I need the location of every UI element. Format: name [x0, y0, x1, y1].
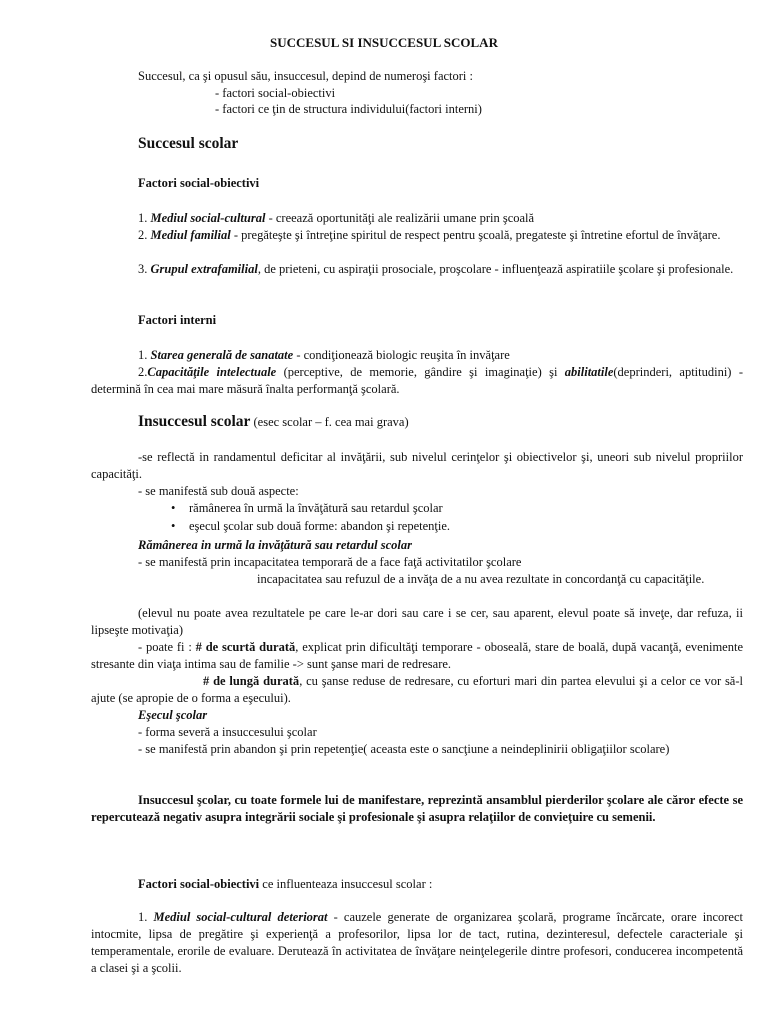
- item-key-2: abilitatile: [564, 365, 614, 379]
- item-key: Mediul social-cultural: [150, 211, 266, 225]
- failure-factor-1: [91, 909, 743, 977]
- failure-paragraph-9: - se manifestă prin abandon şi prin repetenţie( aceasta este o sancţiune a neindeplinirii obligaţiilor scolare): [138, 742, 670, 756]
- failure-bullet-2: • eşecul şcolar sub două forme: abandon şi repetenţie.: [189, 518, 744, 535]
- failure-paragraph-8: - forma severă a insuccesului şcolar: [138, 725, 317, 739]
- success-factor-1: [138, 210, 744, 227]
- failure-heading-note: (esec scolar – f. cea mai grava): [250, 415, 409, 429]
- item-key: Starea generală de sanatate: [150, 348, 294, 362]
- item-key: # de scurtă durată: [195, 640, 296, 654]
- internal-factor-2: [91, 364, 743, 398]
- item-key: # de lungă durată: [203, 674, 300, 688]
- item-text-2: , explicat prin dificultăţi temporare - oboseală, stare de boală, după vacanţă, evenimente stresante din viaţa intima sau de familie -> sunt şanse mari de redresare.: [91, 640, 743, 671]
- failure-paragraph-1: -se reflectă in randamentul deficitar al invăţării, sub nivelul cerinţelor şi obiectivelor şi, uneori sub nivelul propriilor capacităţi.: [91, 450, 743, 481]
- item-number: 2.: [138, 365, 148, 379]
- intro-item-social: - factori social-obiectivi: [215, 86, 336, 100]
- item-number: 2.: [138, 228, 148, 242]
- document-title: SUCCESUL SI INSUCCESUL SCOLAR: [270, 35, 498, 50]
- item-text: - cauzele generate de organizarea şcolară, programe încărcate, orare incorect intocmite, lipsa de pregătire şi experienţă a profesorilor, lipsa lor de tact, rutina, dezinteresul, defectele caracteriale şi temperamentale, erorile de evaluare. Derutează în activitatea de învăţare neinţelegerile dintre profesori, conducerea incompetentă a clasei şi a şcolii.: [91, 910, 743, 975]
- item-number: 1.: [138, 211, 148, 225]
- item-key: Mediul social-cultural deteriorat: [153, 910, 328, 924]
- failure-paragraph-5: (elevul nu poate avea rezultatele pe care le-ar dori sau care i se cer, sau aparent, elevul poate să inveţe, dar refuza, ii lipseşte motivaţia): [91, 606, 743, 637]
- intro-item-internal: - factori ce ţin de structura individului(factori interni): [215, 102, 482, 116]
- item-number: 3.: [138, 262, 148, 276]
- item-text: - pregăteşte şi întreţine spiritul de respect pentru şcoală, pregateste şi întretine efortul de învăţare.: [230, 228, 721, 242]
- success-factor-3: [91, 261, 743, 278]
- item-text: , de prieteni, cu aspiraţii prosociale, proşcolare - influenţează aspiratiile şcolare şi profesionale.: [257, 262, 734, 276]
- item-text: (perceptive, de memorie, gândire şi imaginaţie) şi: [276, 365, 565, 379]
- failure-subheading-esec: Eşecul şcolar: [138, 708, 208, 722]
- failure-factors-heading-note: ce influenteaza insuccesul scolar :: [259, 877, 433, 891]
- item-key: Mediul familial: [150, 228, 231, 242]
- item-text: - creează oportunităţi ale realizării umane prin şcoală: [265, 211, 535, 225]
- intro-line: Succesul, ca şi opusul său, insuccesul, depind de numeroşi factori :: [138, 69, 473, 83]
- item-text-2: (deprinderi, aptitudini) - determină în cea mai mare măsură înalta performanţă şcolară.: [91, 365, 743, 396]
- failure-heading-line: [138, 413, 744, 431]
- failure-summary: Insuccesul şcolar, cu toate formele lui de manifestare, reprezintă ansamblul pierderilor şcolare ale căror efecte se repercutează negativ asupra integrării sociale şi profesionale şi asupra relaţiilor de convieţuire cu semenii.: [91, 793, 743, 824]
- success-internal-heading: Factori interni: [138, 313, 217, 327]
- failure-paragraph-4: incapacitatea sau refuzul de a invăţa de a nu avea rezultate in concordanţă cu capacităţile.: [257, 572, 705, 586]
- item-text: - condiţionează biologic reuşita în invăţare: [293, 348, 510, 362]
- failure-factors-heading-line: [138, 876, 744, 893]
- success-heading: Succesul scolar: [138, 135, 239, 152]
- failure-paragraph-3: - se manifestă prin incapacitatea temporară de a face faţă activitatilor şcolare: [138, 555, 522, 569]
- failure-heading: Insuccesul scolar: [138, 413, 251, 430]
- failure-factors-heading: Factori social-obiectivi: [138, 877, 260, 891]
- failure-paragraph-6: [91, 639, 743, 673]
- failure-paragraph-7: [91, 673, 743, 707]
- item-number: 1.: [138, 910, 148, 924]
- failure-paragraph-2: - se manifestă sub două aspecte:: [138, 484, 299, 498]
- item-key: Capacităţile intelectuale: [147, 365, 277, 379]
- success-social-heading: Factori social-obiectivi: [138, 176, 260, 190]
- success-factor-2: [91, 227, 743, 244]
- internal-factor-1: [138, 347, 744, 364]
- item-key: Grupul extrafamilial: [150, 262, 258, 276]
- item-text: - poate fi :: [138, 640, 196, 654]
- item-text: , cu şanse reduse de redresare, cu eforturi mari din partea elevului şi a celor ce vor să-l ajute (se apropie de o forma a eşecului).: [91, 674, 743, 705]
- failure-bullet-1: • rămânerea în urmă la învăţătură sau retardul şcolar: [189, 500, 744, 517]
- item-number: 1.: [138, 348, 148, 362]
- failure-subheading-retard: Rămânerea in urmă la invăţătură sau retardul scolar: [138, 538, 413, 552]
